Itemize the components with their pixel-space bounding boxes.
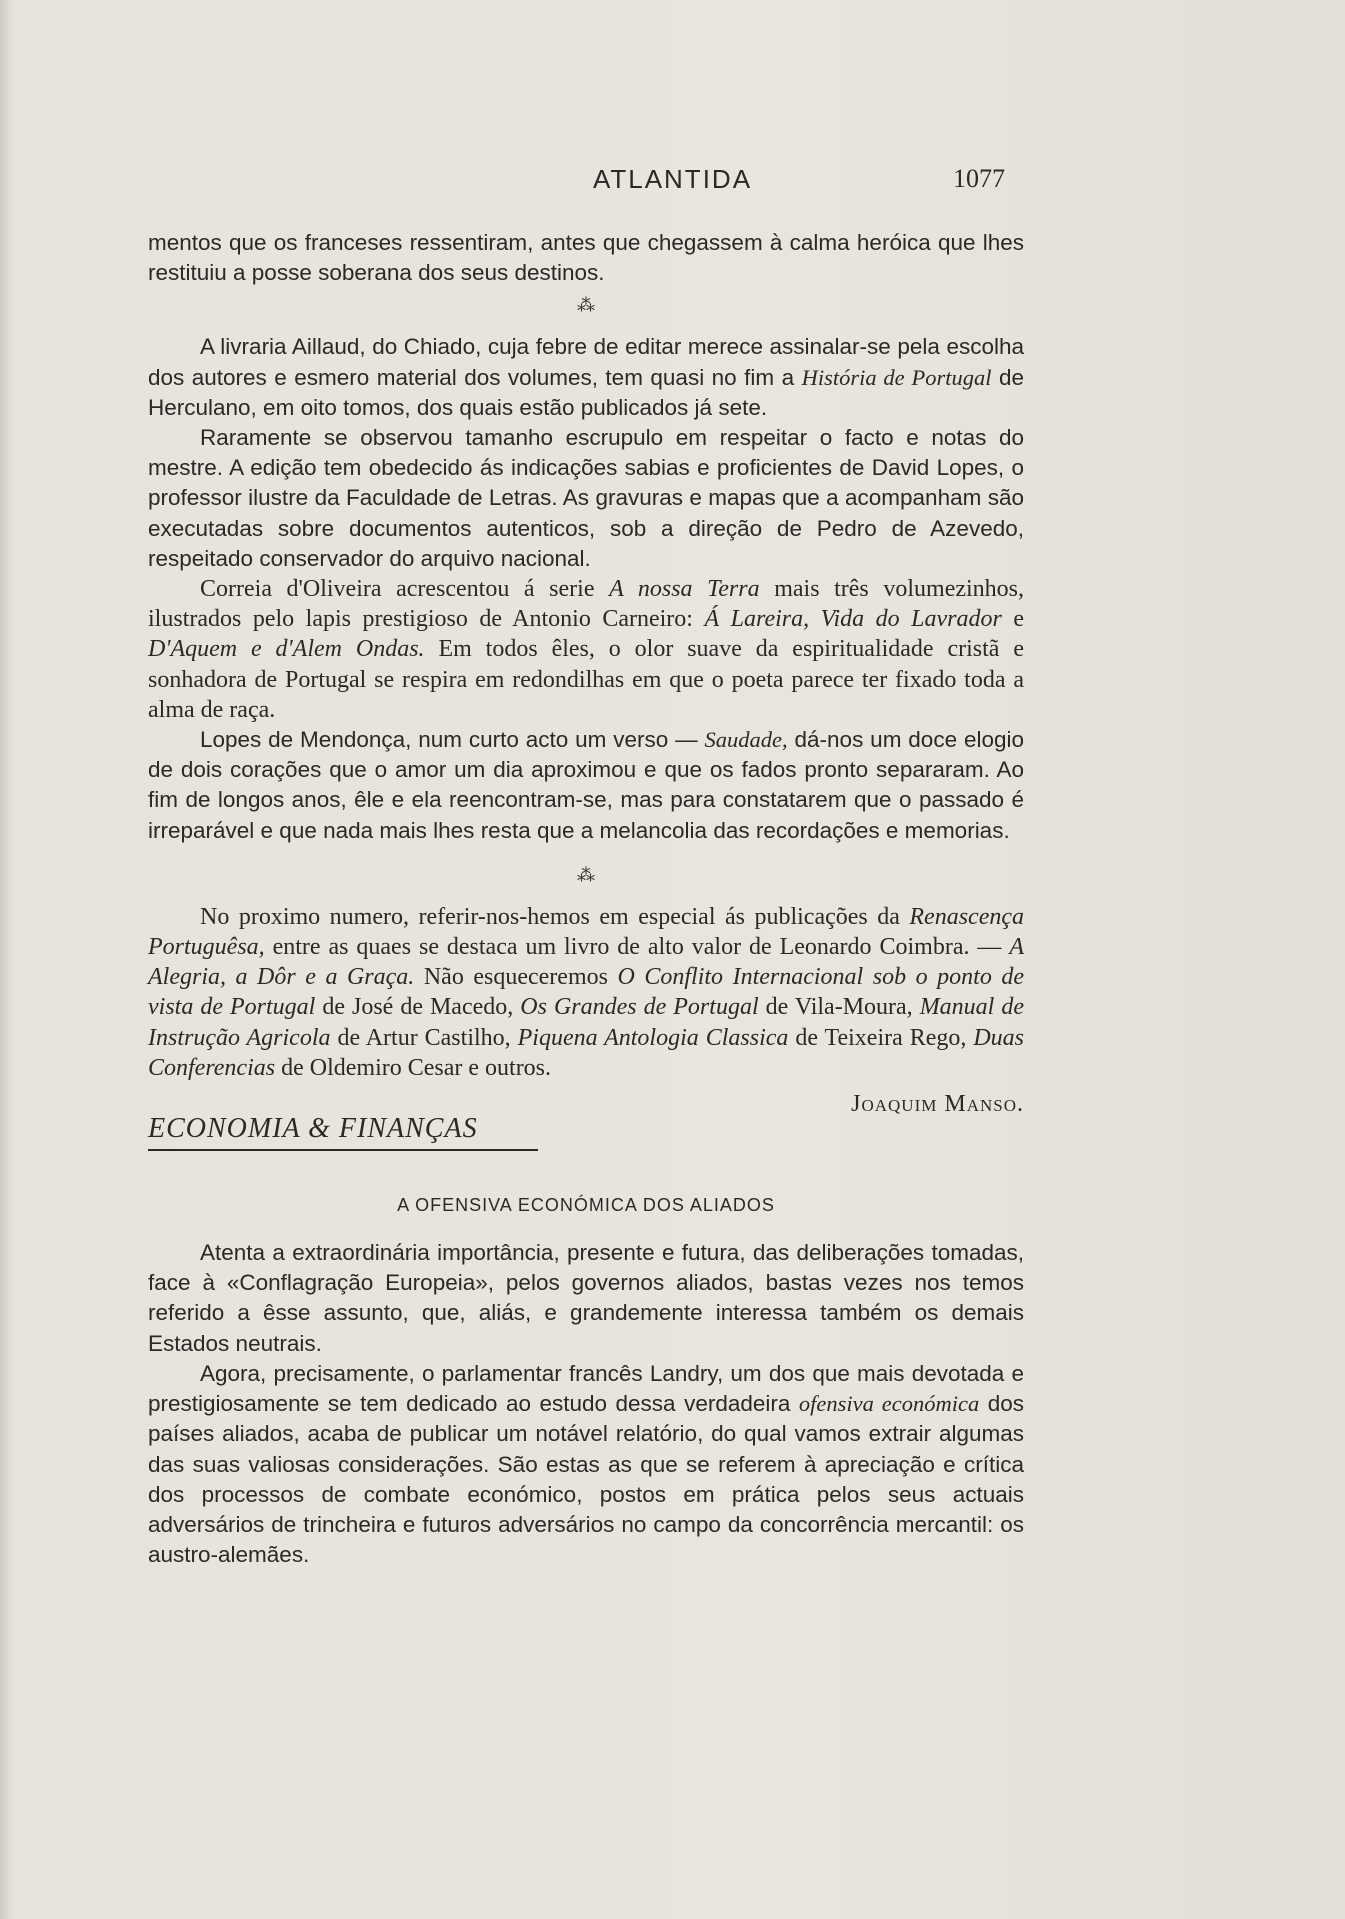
book-title: A Alegria, a Dôr e a Graça. [148,934,1024,991]
book-title: Manual de Instrução Agricola [148,994,1025,1051]
signature-row [148,1091,1024,1169]
paragraph [148,725,1024,846]
paragraph-text: de Teixeira Rego, [788,1024,974,1051]
paragraph-text: e [1001,606,1025,633]
paragraph [148,574,1024,725]
paragraph-text: de Oldemiro Cesar e outros. [275,1054,552,1081]
page-body [148,228,1024,1570]
paragraph-text: dá-nos um doce elogio de dois corações que o amor um dia aproximou e que os fados pronto separaram. Ao fim de longos anos, êle e ela reencontram-se, mas para constatarem que o passado é irreparável e que nada mais lhes resta que a melancolia das recordações e memorias. [148,727,1025,843]
paragraph-text: Em todos êles, o olor suave da espiritualidade cristã e sonhadora de Portugal se respira em redondilhas em que o poeta parece ter fixado toda a alma de raça. [148,636,1024,723]
paragraph-text: Lopes de Mendonça, num curto acto um verso — [200,727,705,753]
paragraph-text: No proximo numero, referir-nos-hemos em especial ás publicações da [200,903,910,930]
paragraph [148,423,1024,574]
book-title: O Conflito Internacional sob o ponto de vista de Portugal [148,964,1025,1021]
paragraph-text: Atenta a extraordinária importância, presente e futura, das deliberações tomadas, face à «Conflagração Europeia», pelos governos aliados, bastas vezes nos temos referido a êsse assunto, que, aliás, e grandemente interessa também os demais Estados neutrais. [148,1240,1024,1356]
paragraph-text: de José de Macedo, [315,994,521,1021]
emphasis-text: ofensiva económica [798,1391,980,1417]
book-title: Saudade, [704,727,788,753]
paragraph [148,1238,1024,1359]
paragraph [148,228,1024,288]
paragraph-text: mais três volumezinhos, ilustrados pelo lapis prestigioso de Antonio Carneiro: [148,576,1025,633]
paragraph-text: mentos que os franceses ressentiram, antes que chegassem à calma heróica que lhes restituiu a posse soberana dos seus destinos. [148,230,1024,286]
running-title: ATLANTIDA [592,164,753,194]
page-header [0,160,1345,200]
paragraph-text: Correia d'Oliveira acrescentou á serie [200,576,610,603]
book-title: História de Portugal [801,364,992,390]
paragraph [148,1359,1024,1570]
paragraph-text: dos países aliados, acaba de publicar um notável relatório, do qual vamos extrair algumas das suas valiosas considerações. São estas as que se referem à apreciação e crítica dos processos de combate económico, postos em prática pelos seus actuais adversários de trincheira e futuros adversários no campo da concorrência mercantil: os austro-alemães. [148,1391,1024,1568]
paragraph-text: Não esqueceremos [414,964,618,991]
paragraph-text: Agora, precisamente, o parlamentar francês Landry, um dos que mais devotada e prestigiosamente se tem dedicado ao estudo dessa verdadeira [148,1360,1024,1417]
section-separator: ⁂ [577,295,595,316]
paragraph-text: entre as quaes se destaca um livro de alto valor de Leonardo Coimbra. — [264,934,1010,961]
book-title: Piquena Antologia Classica [517,1024,789,1051]
paragraph [148,902,1024,1083]
paragraph [148,332,1024,423]
book-title: Renascença Portuguêsa, [148,903,1024,961]
book-title: Os Grandes de Portugal [520,994,759,1021]
paragraph-text: de Artur Castilho, [330,1024,518,1051]
section-title: ECONOMIA & FINANÇAS [148,1113,538,1151]
author-signature: Joaquim Manso. [851,1091,1024,1118]
book-title: Á Lareira, Vida do Lavrador [704,606,1002,633]
book-title: A nossa Terra [609,576,760,603]
paragraph-text: de Vila-Moura, [758,994,920,1021]
page-number: 1077 [953,164,1005,193]
paragraph-text: A livraria Aillaud, do Chiado, cuja febre de editar merece assinalar-se pela escolha dos autores e esmero material dos volumes, tem quasi no fim a [148,334,1024,390]
paragraph-text: de Herculano, em oito tomos, dos quais estão publicados já sete. [148,364,1025,420]
section-separator: ⁂ [577,864,595,885]
paragraph-text: Raramente se observou tamanho escrupulo em respeitar o facto e notas do mestre. A edição tem obedecido ás indicações sabias e proficientes de David Lopes, o professor ilustre da Faculdade de Letras. As gravuras e mapas que a acompanham são executadas sobre documentos autenticos, sob a direção de Pedro de Azevedo, respeitado conservador do arquivo nacional. [148,425,1024,571]
book-title: Duas Conferencias [148,1024,1024,1081]
article-title: A OFENSIVA ECONÓMICA DOS ALIADOS [397,1195,775,1216]
book-title: D'Aquem e d'Alem Ondas. [148,636,425,663]
